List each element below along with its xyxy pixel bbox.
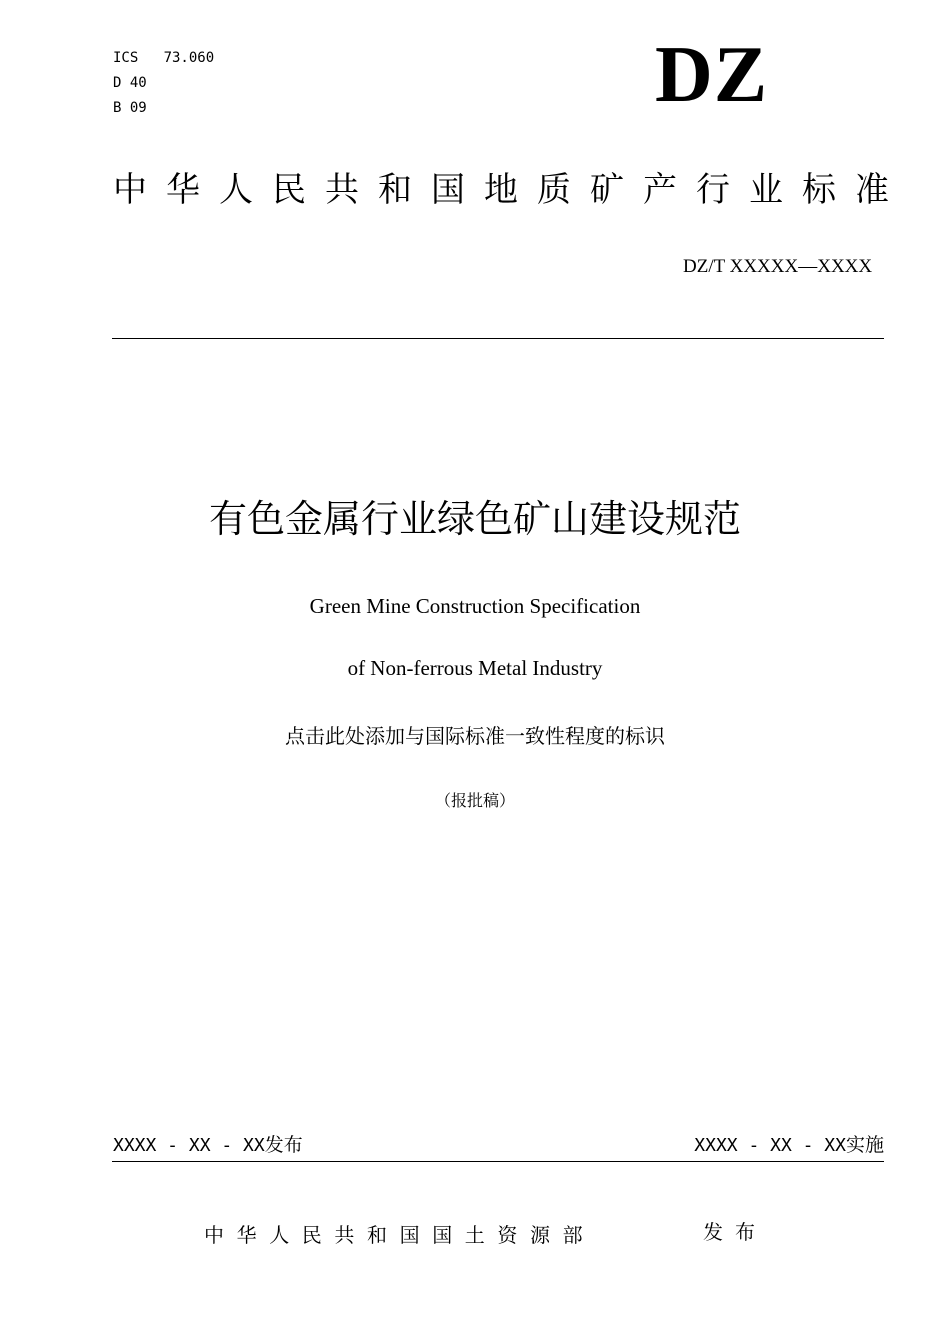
issue-label: 发布 [703,1220,767,1244]
consistency-note-field[interactable]: 点击此处添加与国际标准一致性程度的标识 [285,724,665,748]
publish-date [113,1131,303,1160]
dz-logo: DZ [655,31,769,119]
implement-date-value: XXXX - XX - XX [694,1135,846,1156]
category-code: B 09 [113,100,147,116]
industry-standard-header: 中华人民共和国地质矿产行业标准 [113,170,908,210]
top-divider [112,338,884,339]
implement-date [694,1131,884,1160]
ics-code: ICS 73.060 [113,50,215,66]
title-english-line2: of Non-ferrous Metal Industry [347,656,603,680]
bottom-divider [112,1161,884,1162]
ccs-code: D 40 [113,75,147,91]
title-english-line1: Green Mine Construction Specification [309,594,641,618]
issuing-authority: 中华人民共和国国土资源部 [204,1223,596,1247]
draft-stage: （报批稿） [434,791,515,810]
implement-label: 实施 [845,1134,884,1156]
title-chinese: 有色金属行业绿色矿山建设规范 [208,497,741,541]
publish-date-value: XXXX - XX - XX [113,1135,265,1156]
publish-label: 发布 [264,1134,303,1156]
standard-number: DZ/T XXXXX—XXXX [683,256,873,277]
